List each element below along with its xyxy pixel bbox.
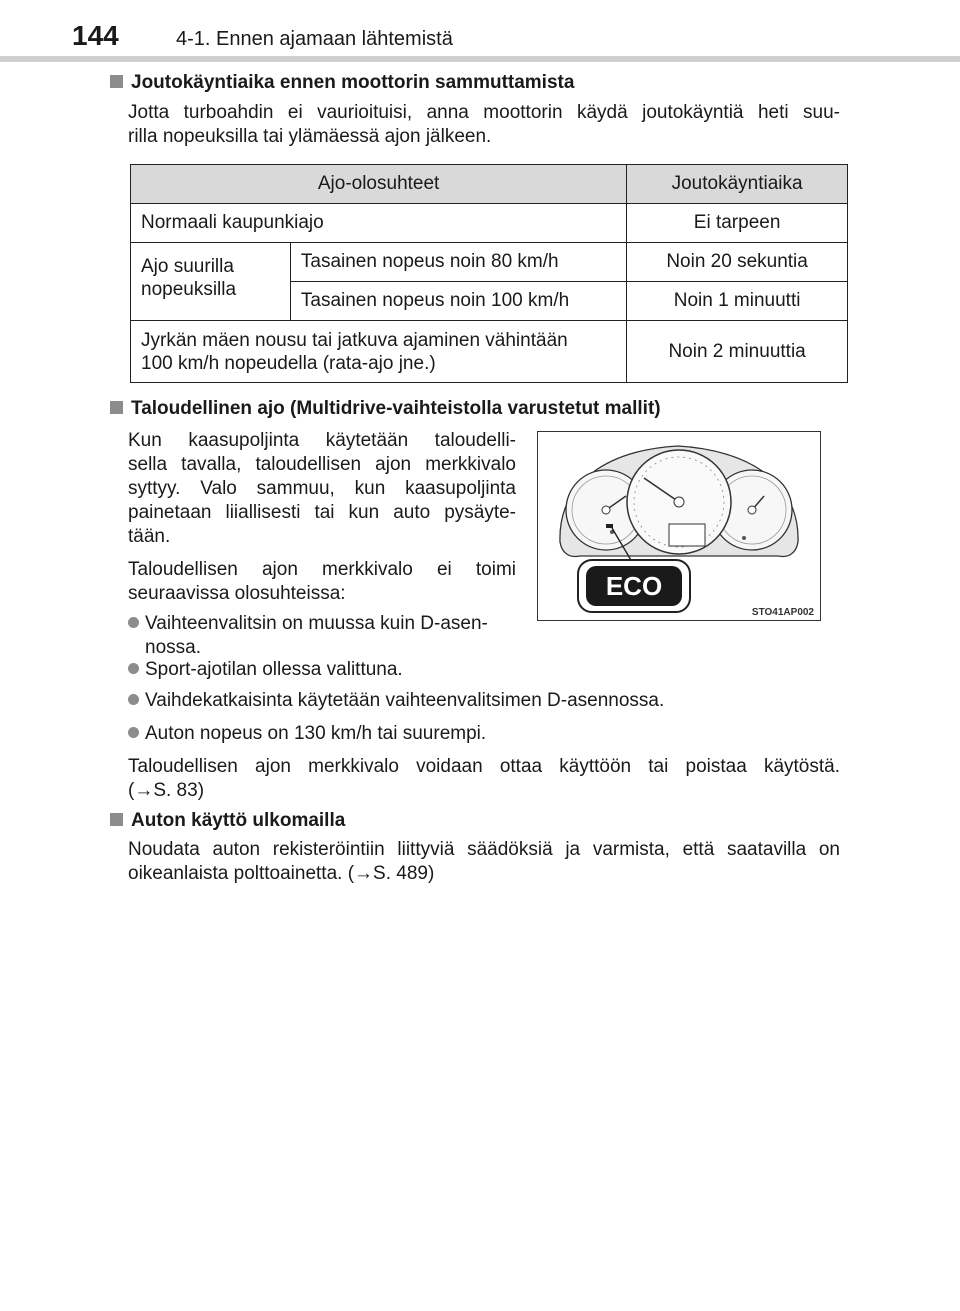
square-bullet-icon bbox=[110, 75, 123, 88]
table-header-conditions: Ajo-olosuhteet bbox=[131, 165, 627, 204]
table-row bbox=[131, 321, 848, 383]
bullet-dot-icon bbox=[128, 617, 139, 628]
list-item: Sport-ajotilan ollessa valittuna. bbox=[128, 658, 403, 682]
abroad-paragraph: Noudata auton rekisteröintiin liittyviä säädöksiä ja varmista, että saatavilla on oikeanlaista polttoainetta. (→S. 489) bbox=[128, 839, 840, 884]
square-bullet-icon bbox=[110, 401, 123, 414]
table-cell-group-label: Ajo suurilla nopeuksilla bbox=[131, 243, 291, 321]
section-heading-idle: Joutokäyntiaika ennen moottorin sammuttamista bbox=[110, 72, 574, 94]
eco-label: ECO bbox=[605, 571, 663, 601]
speedometer-gauge bbox=[627, 450, 731, 554]
page-header bbox=[0, 0, 960, 62]
table-header-row bbox=[131, 165, 848, 204]
square-bullet-icon bbox=[110, 813, 123, 826]
eco-paragraph-2: Taloudellisen ajon merkkivalo ei toimi seuraavissa olosuhteissa: bbox=[128, 559, 516, 604]
table-cell-time: Ei tarpeen bbox=[627, 204, 848, 243]
bullet-dot-icon bbox=[128, 694, 139, 705]
list-item: Vaihdekatkaisinta käytetään vaihteenvalitsimen D-asennossa. bbox=[128, 689, 664, 713]
chapter-title: 4-1. Ennen ajamaan lähtemistä bbox=[176, 28, 453, 50]
instrument-cluster-figure bbox=[537, 431, 821, 621]
bullet-dot-icon bbox=[128, 663, 139, 674]
table-cell-condition: Tasainen nopeus noin 100 km/h bbox=[290, 282, 626, 321]
table-header-idle-time: Joutokäyntiaika bbox=[627, 165, 848, 204]
section-heading-abroad: Auton käyttö ulkomailla bbox=[110, 810, 345, 832]
table-cell-condition: Normaali kaupunkiajo bbox=[131, 204, 627, 243]
eco-paragraph-1: Kun kaasupoljinta käytetään taloudelli- sella tavalla, taloudellisen ajon merkkivalo syttyy. Valo sammuu, kun kaasupoljinta painetaan liiallisesti tai kun auto pysäyte- tään. bbox=[128, 430, 516, 547]
eco-indicator-callout bbox=[578, 560, 690, 612]
idle-paragraph bbox=[128, 101, 840, 149]
table-cell-condition: Tasainen nopeus noin 80 km/h bbox=[290, 243, 626, 282]
section-heading-eco: Taloudellinen ajo (Multidrive-vaihteistolla varustetut mallit) bbox=[110, 398, 661, 420]
idle-time-table bbox=[130, 164, 848, 383]
header-rule bbox=[0, 56, 960, 62]
table-row bbox=[131, 243, 848, 282]
table-cell-time: Noin 2 minuuttia bbox=[627, 321, 848, 383]
table-cell-condition: Jyrkän mäen nousu tai jatkuva ajaminen vähintään 100 km/h nopeudella (rata-ajo jne.) bbox=[131, 321, 627, 383]
idle-text-line: rilla nopeuksilla tai ylämäessä ajon jälkeen. bbox=[128, 126, 492, 147]
figure-code: STO41AP002 bbox=[751, 607, 814, 618]
bullet-dot-icon bbox=[128, 727, 139, 738]
list-item: Auton nopeus on 130 km/h tai suurempi. bbox=[128, 722, 486, 746]
idle-text-line: Jotta turboahdin ei vaurioituisi, anna moottorin käydä joutokäyntiä heti suu- bbox=[128, 102, 840, 123]
instrument-cluster-illustration bbox=[538, 432, 820, 620]
table-row bbox=[131, 204, 848, 243]
list-item: Vaihteenvalitsin on muussa kuin D-asen- nossa. bbox=[128, 612, 488, 660]
table-cell-time: Noin 1 minuutti bbox=[627, 282, 848, 321]
page-number: 144 bbox=[72, 20, 119, 51]
eco-lamp-icon bbox=[606, 524, 613, 528]
eco-paragraph-3: Taloudellisen ajon merkkivalo voidaan ottaa käyttöön tai poistaa käytöstä. (→S. 83) bbox=[128, 756, 840, 801]
table-cell-time: Noin 20 sekuntia bbox=[627, 243, 848, 282]
